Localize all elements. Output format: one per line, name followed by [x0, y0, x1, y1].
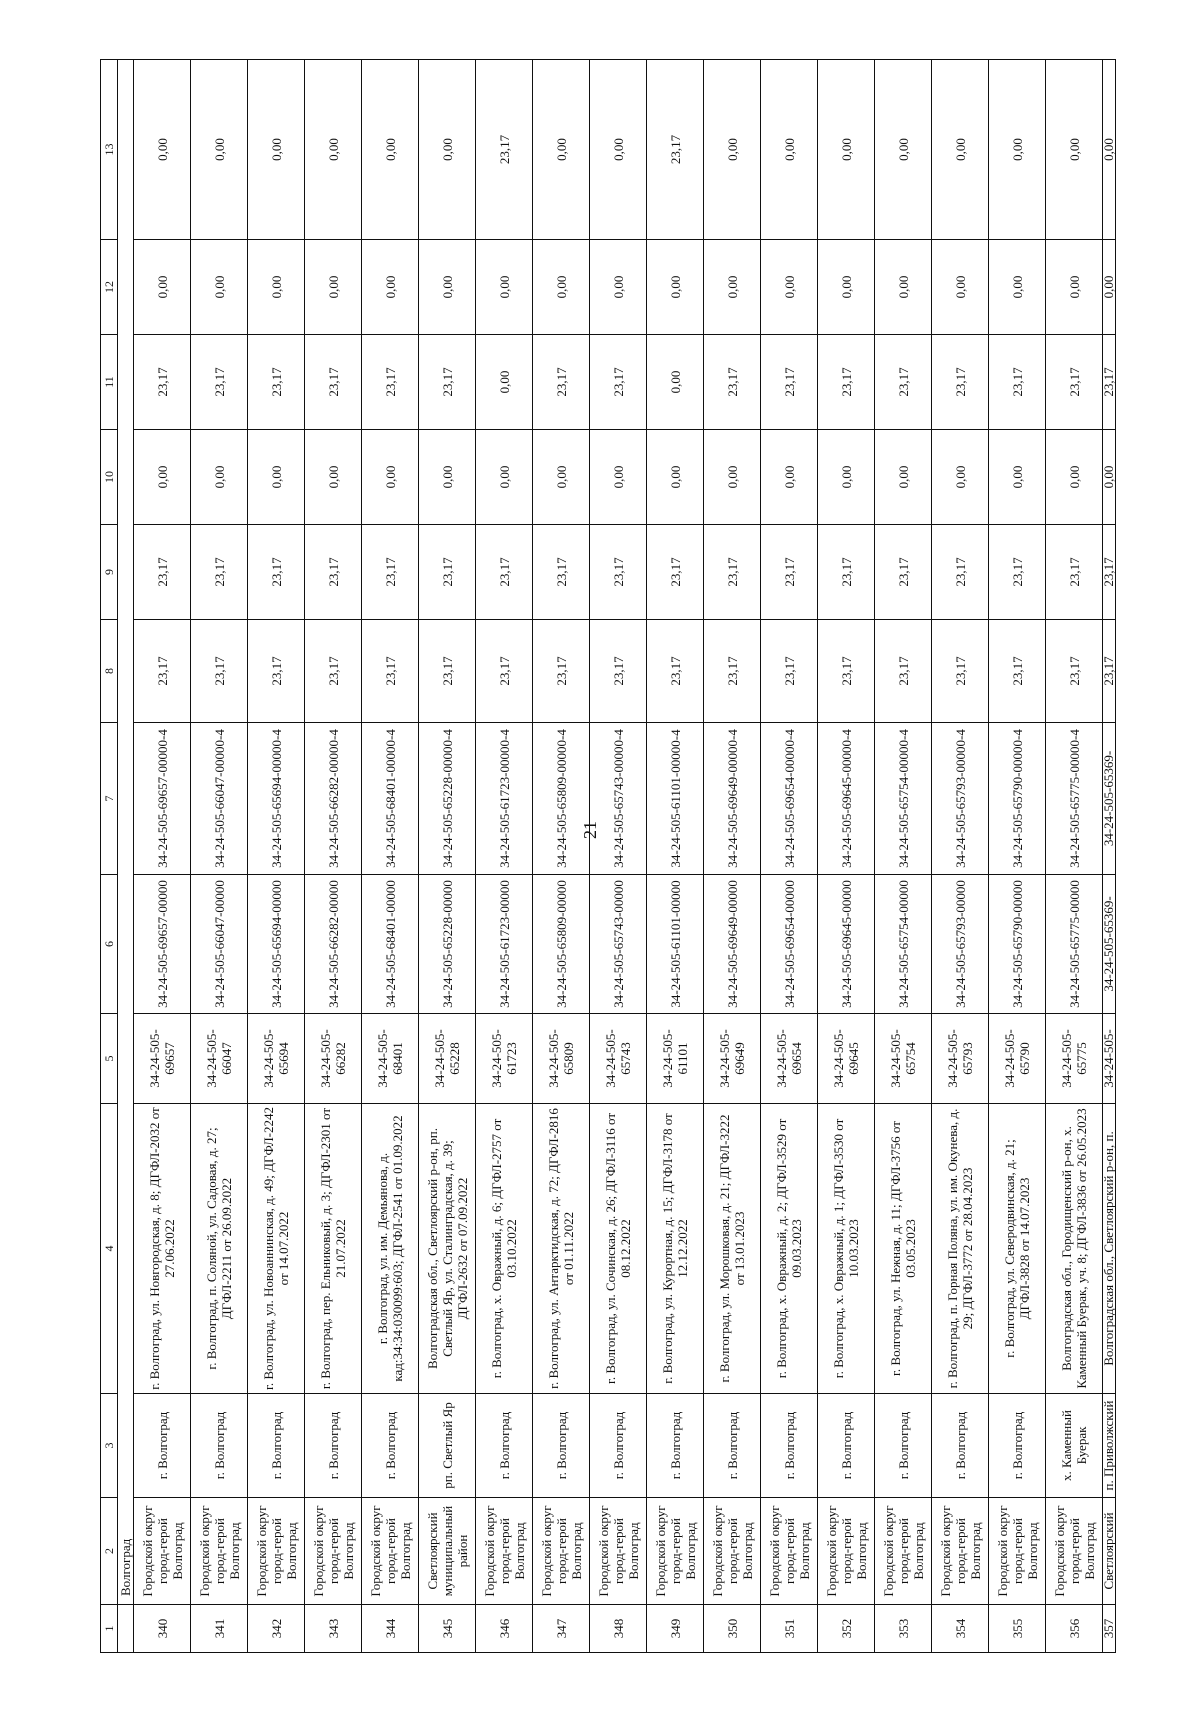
column-header: 10: [101, 430, 118, 525]
value-cell: 23,17: [818, 335, 875, 430]
value-cell: 23,17: [647, 60, 704, 240]
column-header: 2: [101, 1498, 118, 1605]
row-number: 341: [191, 1605, 248, 1653]
rotated-table-container: [100, 60, 1163, 1653]
column-header: 9: [101, 525, 118, 620]
address-cell: г. Волгоград, ул. Новоаннинская, д. 49; ДГФЛ-2242 от 14.07.2022: [248, 1104, 305, 1394]
value-cell: 0,00: [932, 60, 989, 240]
value-cell: 23,17: [419, 620, 476, 723]
row-number: 356: [1046, 1605, 1103, 1653]
value-cell: 0,00: [647, 335, 704, 430]
row-number: 346: [476, 1605, 533, 1653]
page-number: 21: [580, 821, 600, 839]
code-cell: 34-24-505-61723: [476, 1014, 533, 1104]
value-cell: 23,17: [590, 620, 647, 723]
row-number: 352: [818, 1605, 875, 1653]
value-cell: 23,17: [932, 620, 989, 723]
value-cell: 0,00: [362, 430, 419, 525]
value-cell: 0,00: [362, 240, 419, 335]
row-number: 351: [761, 1605, 818, 1653]
value-cell: 0,00: [761, 60, 818, 240]
value-cell: 23,17: [533, 335, 590, 430]
code-full-cell: 34-24-505-68401-00000: [362, 875, 419, 1014]
municipality-cell: Городской округ город-герой Волгоград: [248, 1498, 305, 1605]
value-cell: 23,17: [248, 525, 305, 620]
value-cell: 23,17: [134, 620, 191, 723]
settlement-cell: г. Волгоград: [932, 1394, 989, 1498]
group-label: Волгоград: [118, 60, 134, 1605]
address-cell: г. Волгоград, ул. им. Демьянова, д. кад:34:34:030099:603; ДГФЛ-2541 от 01.09.2022: [362, 1104, 419, 1394]
table-row: [590, 60, 647, 1653]
table-row: [1103, 60, 1116, 1653]
row-number: 344: [362, 1605, 419, 1653]
code-full-cell: 34-24-505-65754-00000: [875, 875, 932, 1014]
column-header: 1: [101, 1605, 118, 1653]
settlement-cell: г. Волгоград: [191, 1394, 248, 1498]
code-cell: 34-24-505-65743: [590, 1014, 647, 1104]
value-cell: 0,00: [191, 240, 248, 335]
address-cell: г. Волгоград, ул. Северодвинская, д. 21; ДГФЛ-3828 от 14.07.2023: [989, 1104, 1046, 1394]
row-number: 353: [875, 1605, 932, 1653]
address-cell: г. Волгоград, ул. Новгородская, д. 8; ДГФЛ-2032 от 27.06.2022: [134, 1104, 191, 1394]
value-cell: 0,00: [818, 240, 875, 335]
settlement-cell: г. Волгоград: [818, 1394, 875, 1498]
value-cell: 0,00: [248, 240, 305, 335]
table-row: [875, 60, 932, 1653]
value-cell: 0,00: [989, 60, 1046, 240]
address-cell: Волгоградская обл., Светлоярский р-он, п.: [1103, 1104, 1116, 1394]
value-cell: 0,00: [419, 240, 476, 335]
value-cell: 23,17: [875, 525, 932, 620]
value-cell: 23,17: [248, 335, 305, 430]
table-row: [1046, 60, 1103, 1653]
municipality-cell: Городской округ город-герой Волгоград: [989, 1498, 1046, 1605]
value-cell: 23,17: [818, 525, 875, 620]
code-cell: 34-24-505-65754: [875, 1014, 932, 1104]
code-full-cell: 34-24-505-66047-00000: [191, 875, 248, 1014]
value-cell: 23,17: [932, 525, 989, 620]
row-number: 348: [590, 1605, 647, 1653]
code-ext-cell: 34-24-505-69657-00000-4: [134, 723, 191, 875]
table-row: [932, 60, 989, 1653]
municipality-cell: Городской округ город-герой Волгоград: [761, 1498, 818, 1605]
value-cell: 0,00: [248, 60, 305, 240]
settlement-cell: г. Волгоград: [533, 1394, 590, 1498]
value-cell: 0,00: [875, 430, 932, 525]
code-ext-cell: 34-24-505-65754-00000-4: [875, 723, 932, 875]
address-cell: г. Волгоград, п. Горная Поляна, ул. им. Окунева, д. 29; ДГФЛ-3772 от 28.04.2023: [932, 1104, 989, 1394]
value-cell: 0,00: [1103, 430, 1116, 525]
value-cell: 0,00: [818, 430, 875, 525]
address-cell: г. Волгоград, ул. Нежная, д. 11; ДГФЛ-3756 от 03.05.2023: [875, 1104, 932, 1394]
municipality-cell: Городской округ город-герой Волгоград: [305, 1498, 362, 1605]
settlement-cell: п. Приволжский: [1103, 1394, 1116, 1498]
settlement-cell: г. Волгоград: [248, 1394, 305, 1498]
value-cell: 0,00: [647, 240, 704, 335]
municipality-cell: Городской округ город-герой Волгоград: [932, 1498, 989, 1605]
value-cell: 0,00: [989, 240, 1046, 335]
code-ext-cell: 34-24-505-69654-00000-4: [761, 723, 818, 875]
code-full-cell: 34-24-505-65369-: [1103, 875, 1116, 1014]
code-cell: 34-24-505-68401: [362, 1014, 419, 1104]
value-cell: 0,00: [818, 60, 875, 240]
code-ext-cell: 34-24-505-69645-00000-4: [818, 723, 875, 875]
column-header: 11: [101, 335, 118, 430]
table-row: [704, 60, 761, 1653]
value-cell: 23,17: [362, 335, 419, 430]
code-cell: 34-24-505-65793: [932, 1014, 989, 1104]
value-cell: 23,17: [989, 335, 1046, 430]
settlement-cell: г. Волгоград: [875, 1394, 932, 1498]
code-cell: 34-24-505-66282: [305, 1014, 362, 1104]
value-cell: 0,00: [476, 240, 533, 335]
address-cell: Волгоградская обл., Светлоярский р-он, рп. Светлый Яр, ул. Сталинградская, д. 39; ДГФЛ-2632 от 07.09.2022: [419, 1104, 476, 1394]
municipality-cell: Городской округ город-герой Волгоград: [134, 1498, 191, 1605]
municipality-cell: Городской округ город-герой Волгоград: [590, 1498, 647, 1605]
value-cell: 0,00: [1046, 60, 1103, 240]
settlement-cell: г. Волгоград: [305, 1394, 362, 1498]
value-cell: 0,00: [134, 240, 191, 335]
column-header: 6: [101, 875, 118, 1014]
value-cell: 23,17: [989, 525, 1046, 620]
value-cell: 23,17: [647, 620, 704, 723]
address-cell: г. Волгоград, ул. Сочинская, д. 26; ДГФЛ-3116 от 08.12.2022: [590, 1104, 647, 1394]
code-cell: 34-24-505-69645: [818, 1014, 875, 1104]
value-cell: 23,17: [1103, 620, 1116, 723]
settlement-cell: х. Каменный Буерак: [1046, 1394, 1103, 1498]
settlement-cell: г. Волгоград: [761, 1394, 818, 1498]
group-row-index-cell: [118, 1605, 134, 1653]
value-cell: 0,00: [419, 60, 476, 240]
value-cell: 23,17: [1103, 335, 1116, 430]
settlement-cell: г. Волгоград: [476, 1394, 533, 1498]
code-ext-cell: 34-24-505-61101-00000-4: [647, 723, 704, 875]
code-full-cell: 34-24-505-69657-00000: [134, 875, 191, 1014]
value-cell: 0,00: [191, 430, 248, 525]
table-row: [134, 60, 191, 1653]
value-cell: 0,00: [590, 430, 647, 525]
column-header: 3: [101, 1394, 118, 1498]
table-row: [476, 60, 533, 1653]
table-row: [761, 60, 818, 1653]
value-cell: 0,00: [134, 60, 191, 240]
code-full-cell: 34-24-505-65775-00000: [1046, 875, 1103, 1014]
code-ext-cell: 34-24-505-69649-00000-4: [704, 723, 761, 875]
settlement-cell: г. Волгоград: [362, 1394, 419, 1498]
value-cell: 0,00: [305, 430, 362, 525]
code-full-cell: 34-24-505-65228-00000: [419, 875, 476, 1014]
value-cell: 23,17: [818, 620, 875, 723]
table-row: [419, 60, 476, 1653]
column-header: 5: [101, 1014, 118, 1104]
municipality-cell: Городской округ город-герой Волгоград: [191, 1498, 248, 1605]
municipality-cell: Светлоярский: [1103, 1498, 1116, 1605]
value-cell: 0,00: [590, 240, 647, 335]
value-cell: 23,17: [305, 335, 362, 430]
municipality-cell: Городской округ город-герой Волгоград: [1046, 1498, 1103, 1605]
code-full-cell: 34-24-505-65809-00000: [533, 875, 590, 1014]
value-cell: 0,00: [875, 240, 932, 335]
value-cell: 0,00: [704, 240, 761, 335]
code-cell: 34-24-505-65790: [989, 1014, 1046, 1104]
code-full-cell: 34-24-505-65793-00000: [932, 875, 989, 1014]
table-row: [362, 60, 419, 1653]
value-cell: 23,17: [761, 525, 818, 620]
value-cell: 23,17: [590, 525, 647, 620]
value-cell: 0,00: [647, 430, 704, 525]
value-cell: 23,17: [362, 525, 419, 620]
value-cell: 0,00: [476, 430, 533, 525]
value-cell: 23,17: [476, 525, 533, 620]
value-cell: 0,00: [932, 430, 989, 525]
address-cell: Волгоградская обл., Городищенский р-он, х. Каменный Буерак, уч. 8; ДГФЛ-3836 от 26.05.2023: [1046, 1104, 1103, 1394]
table-row: [989, 60, 1046, 1653]
municipality-cell: Городской округ город-герой Волгоград: [476, 1498, 533, 1605]
code-cell: 34-24-505-69654: [761, 1014, 818, 1104]
row-number: 347: [533, 1605, 590, 1653]
code-ext-cell: 34-24-505-65790-00000-4: [989, 723, 1046, 875]
code-full-cell: 34-24-505-65694-00000: [248, 875, 305, 1014]
table-row: [305, 60, 362, 1653]
value-cell: 23,17: [704, 335, 761, 430]
value-cell: 0,00: [704, 430, 761, 525]
value-cell: 23,17: [134, 335, 191, 430]
value-cell: 23,17: [647, 525, 704, 620]
value-cell: 23,17: [1046, 620, 1103, 723]
value-cell: 0,00: [1103, 60, 1116, 240]
municipality-cell: Городской округ город-герой Волгоград: [818, 1498, 875, 1605]
code-ext-cell: 34-24-505-66282-00000-4: [305, 723, 362, 875]
column-header: 4: [101, 1104, 118, 1394]
value-cell: 0,00: [476, 335, 533, 430]
municipality-cell: Городской округ город-герой Волгоград: [875, 1498, 932, 1605]
value-cell: 0,00: [875, 60, 932, 240]
value-cell: 23,17: [305, 525, 362, 620]
value-cell: 0,00: [1103, 240, 1116, 335]
value-cell: 23,17: [191, 335, 248, 430]
code-ext-cell: 34-24-505-66047-00000-4: [191, 723, 248, 875]
value-cell: 23,17: [248, 620, 305, 723]
municipality-cell: Городской округ город-герой Волгоград: [362, 1498, 419, 1605]
value-cell: 23,17: [761, 620, 818, 723]
code-cell: 34-24-505-66047: [191, 1014, 248, 1104]
row-number: 350: [704, 1605, 761, 1653]
code-ext-cell: 34-24-505-65775-00000-4: [1046, 723, 1103, 875]
code-ext-cell: 34-24-505-65793-00000-4: [932, 723, 989, 875]
value-cell: 0,00: [590, 60, 647, 240]
table-row: [818, 60, 875, 1653]
row-number: 355: [989, 1605, 1046, 1653]
code-full-cell: 34-24-505-65790-00000: [989, 875, 1046, 1014]
value-cell: 23,17: [989, 620, 1046, 723]
value-cell: 0,00: [761, 430, 818, 525]
code-ext-cell: 34-24-505-68401-00000-4: [362, 723, 419, 875]
municipality-cell: Городской округ город-герой Волгоград: [533, 1498, 590, 1605]
code-ext-cell: 34-24-505-65809-00000-4: [533, 723, 590, 875]
value-cell: 0,00: [704, 60, 761, 240]
value-cell: 23,17: [704, 620, 761, 723]
address-cell: г. Волгоград, х. Овражный, д. 6; ДГФЛ-2757 от 03.10.2022: [476, 1104, 533, 1394]
value-cell: 0,00: [989, 430, 1046, 525]
settlement-cell: г. Волгоград: [989, 1394, 1046, 1498]
code-ext-cell: 34-24-505-65743-00000-4: [590, 723, 647, 875]
code-full-cell: 34-24-505-61101-00000: [647, 875, 704, 1014]
settlement-cell: г. Волгоград: [590, 1394, 647, 1498]
row-number: 349: [647, 1605, 704, 1653]
code-cell: 34-24-505-61101: [647, 1014, 704, 1104]
code-full-cell: 34-24-505-61723-00000: [476, 875, 533, 1014]
value-cell: 23,17: [1046, 525, 1103, 620]
code-cell: 34-24-505-69649: [704, 1014, 761, 1104]
value-cell: 23,17: [476, 620, 533, 723]
value-cell: 0,00: [419, 430, 476, 525]
settlement-cell: рп. Светлый Яр: [419, 1394, 476, 1498]
table-row: [191, 60, 248, 1653]
value-cell: 0,00: [533, 430, 590, 525]
code-cell: 34-24-505-65775: [1046, 1014, 1103, 1104]
value-cell: 23,17: [590, 335, 647, 430]
code-full-cell: 34-24-505-69654-00000: [761, 875, 818, 1014]
value-cell: 23,17: [533, 620, 590, 723]
column-header: 8: [101, 620, 118, 723]
settlement-cell: г. Волгоград: [704, 1394, 761, 1498]
code-ext-cell: 34-24-505-65228-00000-4: [419, 723, 476, 875]
value-cell: 0,00: [134, 430, 191, 525]
code-cell: 34-24-505-65228: [419, 1014, 476, 1104]
value-cell: 0,00: [533, 60, 590, 240]
address-cell: г. Волгоград, ул. Антарктидская, д. 72; ДГФЛ-2816 от 01.11.2022: [533, 1104, 590, 1394]
code-ext-cell: 34-24-505-61723-00000-4: [476, 723, 533, 875]
value-cell: 0,00: [305, 60, 362, 240]
settlement-cell: г. Волгоград: [134, 1394, 191, 1498]
address-cell: г. Волгоград, х. Овражный, д. 2; ДГФЛ-3529 от 09.03.2023: [761, 1104, 818, 1394]
code-cell: 34-24-505-65809: [533, 1014, 590, 1104]
value-cell: 0,00: [248, 430, 305, 525]
code-cell: 34-24-505-65694: [248, 1014, 305, 1104]
code-ext-cell: 34-24-505-65369-: [1103, 723, 1116, 875]
value-cell: 23,17: [932, 335, 989, 430]
settlement-cell: г. Волгоград: [647, 1394, 704, 1498]
value-cell: 0,00: [191, 60, 248, 240]
value-cell: 23,17: [134, 525, 191, 620]
value-cell: 23,17: [533, 525, 590, 620]
municipality-cell: Городской округ город-герой Волгоград: [704, 1498, 761, 1605]
row-number: 340: [134, 1605, 191, 1653]
value-cell: 23,17: [761, 335, 818, 430]
value-cell: 23,17: [875, 620, 932, 723]
code-ext-cell: 34-24-505-65694-00000-4: [248, 723, 305, 875]
address-cell: г. Волгоград, ул. Морошковая, д. 21; ДГФЛ-3222 от 13.01.2023: [704, 1104, 761, 1394]
value-cell: 23,17: [1103, 525, 1116, 620]
column-header: 7: [101, 723, 118, 875]
column-number-row: [101, 60, 118, 1653]
row-number: 345: [419, 1605, 476, 1653]
row-number: 342: [248, 1605, 305, 1653]
value-cell: 23,17: [362, 620, 419, 723]
value-cell: 0,00: [761, 240, 818, 335]
address-cell: г. Волгоград, ул. Курортная, д. 15; ДГФЛ-3178 от 12.12.2022: [647, 1104, 704, 1394]
value-cell: 0,00: [1046, 240, 1103, 335]
column-header: 12: [101, 240, 118, 335]
column-header: 13: [101, 60, 118, 240]
value-cell: 0,00: [305, 240, 362, 335]
address-cell: г. Волгоград, п. Соляной, ул. Садовая, д. 27; ДГФЛ-2211 от 26.09.2022: [191, 1104, 248, 1394]
value-cell: 23,17: [419, 525, 476, 620]
table-row: [533, 60, 590, 1653]
table-row: [647, 60, 704, 1653]
address-cell: г. Волгоград, х. Овражный, д. 1; ДГФЛ-3530 от 10.03.2023: [818, 1104, 875, 1394]
value-cell: 0,00: [533, 240, 590, 335]
code-full-cell: 34-24-505-69649-00000: [704, 875, 761, 1014]
group-row: [118, 60, 134, 1653]
value-cell: 0,00: [362, 60, 419, 240]
municipality-cell: Светлоярский муниципальный район: [419, 1498, 476, 1605]
row-number: 354: [932, 1605, 989, 1653]
code-cell: 34-24-505-69657: [134, 1014, 191, 1104]
address-cell: г. Волгоград, пер. Ельниковый, д. 3; ДГФЛ-2301 от 21.07.2022: [305, 1104, 362, 1394]
value-cell: 23,17: [875, 335, 932, 430]
value-cell: 23,17: [704, 525, 761, 620]
value-cell: 23,17: [305, 620, 362, 723]
value-cell: 0,00: [1046, 430, 1103, 525]
value-cell: 0,00: [932, 240, 989, 335]
table-row: [248, 60, 305, 1653]
code-full-cell: 34-24-505-65743-00000: [590, 875, 647, 1014]
tariff-table: [100, 59, 1116, 1653]
municipality-cell: Городской округ город-герой Волгоград: [647, 1498, 704, 1605]
value-cell: 23,17: [1046, 335, 1103, 430]
value-cell: 23,17: [419, 335, 476, 430]
row-number: 357: [1103, 1605, 1116, 1653]
row-number: 343: [305, 1605, 362, 1653]
code-full-cell: 34-24-505-69645-00000: [818, 875, 875, 1014]
value-cell: 23,17: [191, 620, 248, 723]
value-cell: 23,17: [476, 60, 533, 240]
value-cell: 23,17: [191, 525, 248, 620]
code-cell: 34-24-505-: [1103, 1014, 1116, 1104]
code-full-cell: 34-24-505-66282-00000: [305, 875, 362, 1014]
